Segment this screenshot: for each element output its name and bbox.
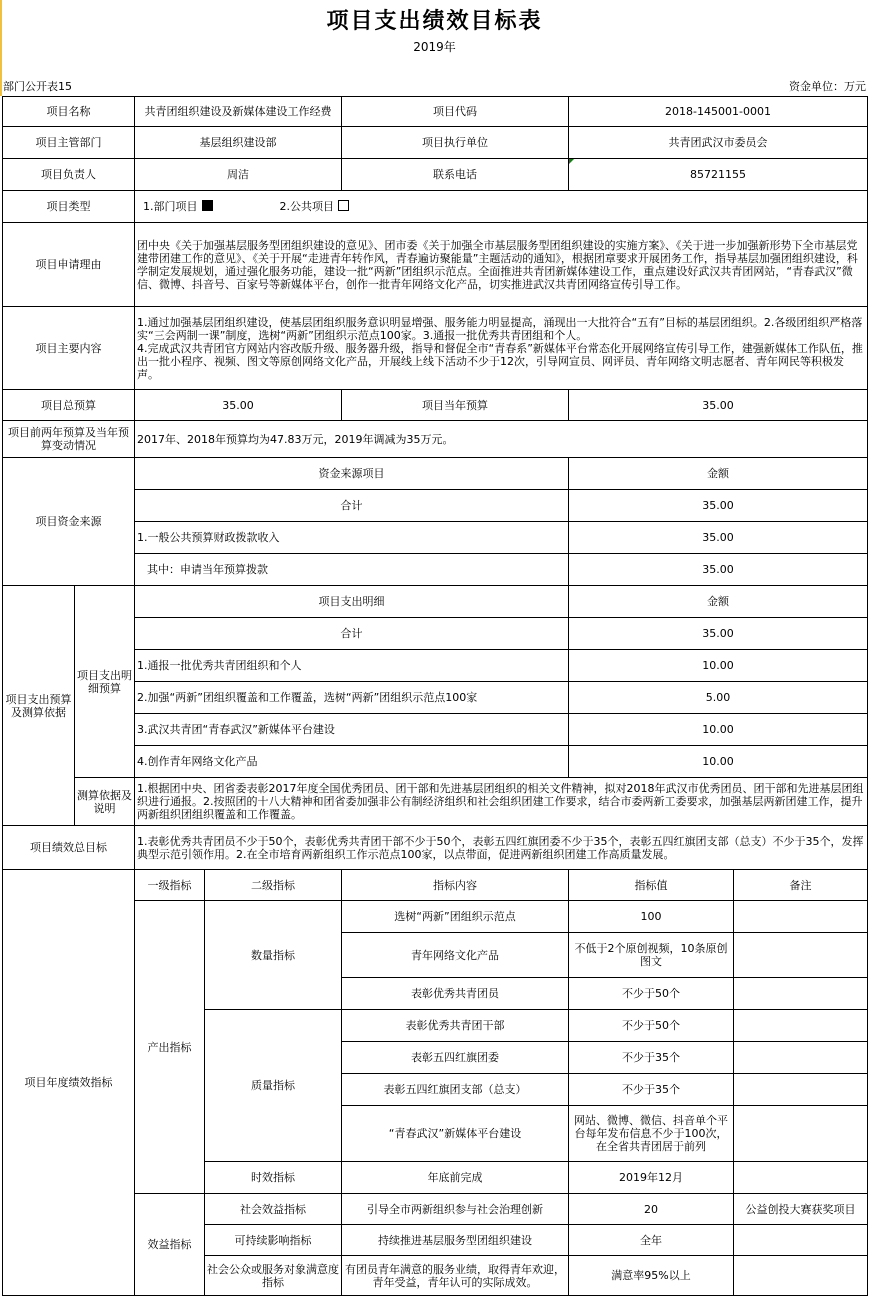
- content-label: 项目主要内容: [3, 307, 135, 390]
- project-code-value[interactable]: 2018-145001-0001: [569, 97, 868, 127]
- indicator-value[interactable]: 不少于35个: [569, 1042, 734, 1074]
- output-indicator: 产出指标: [135, 901, 205, 1194]
- leader-label: 项目负责人: [3, 159, 135, 191]
- col-level2: 二级指标: [205, 870, 342, 901]
- total-budget-label: 项目总预算: [3, 390, 135, 421]
- indicator-content: 表彰优秀共青团干部: [342, 1010, 569, 1042]
- basis-label: 测算依据及说明: [75, 778, 135, 826]
- expense-item-name: 合计: [135, 618, 569, 650]
- expense-item-name: 2.加强“两新”团组织覆盖和工作覆盖，选树“两新”团组织示范点100家: [135, 682, 569, 714]
- col-value: 指标值: [569, 870, 734, 901]
- comment-marker: [569, 159, 574, 164]
- indicator-note[interactable]: [734, 978, 868, 1010]
- funding-col-amount: 金额: [569, 458, 868, 490]
- col-level1: 一级指标: [135, 870, 205, 901]
- phone-text: 85721155: [690, 168, 746, 181]
- indicator-content: 有团员青年满意的服务业绩，取得青年欢迎，青年受益，青年认可的实际成效。: [342, 1256, 569, 1296]
- funding-item-amount[interactable]: 35.00: [569, 554, 868, 586]
- expense-col-amount: 金额: [569, 586, 868, 618]
- indicator-value[interactable]: 不少于50个: [569, 978, 734, 1010]
- indicator-content: 引导全市两新组织参与社会治理创新: [342, 1194, 569, 1225]
- expense-label: 项目支出预算及测算依据: [3, 586, 75, 826]
- indicator-content: 年底前完成: [342, 1162, 569, 1194]
- indicator-value[interactable]: 不低于2个原创视频，10条原创图文: [569, 933, 734, 978]
- goal-value[interactable]: 1.表彰优秀共青团员不少于50个，表彰优秀共青团干部不少于50个，表彰五四红旗团委不少于35个，表彰五四红旗团支部（总支）不少于35个，发挥典型示范引领作用。2.在全市培育两新组织工作示范点100家，以点带面，促进两新组织团建工作高质量发展。: [135, 826, 868, 870]
- row-budget: [3, 390, 868, 421]
- indicator-content: 选树“两新”团组织示范点: [342, 901, 569, 933]
- row-budget-change: [3, 421, 868, 458]
- indicators-label: 项目年度绩效指标: [3, 870, 135, 1296]
- row-reason: [3, 223, 868, 307]
- exec-unit-value[interactable]: 共青团武汉市委员会: [569, 127, 868, 159]
- indicator-note[interactable]: [734, 1042, 868, 1074]
- indicator-value[interactable]: 100: [569, 901, 734, 933]
- funding-item-name: 其中：申请当年预算拨款: [135, 554, 569, 586]
- funding-item-name: 1.一般公共预算财政拨款收入: [135, 522, 569, 554]
- form-number: 部门公开表15: [3, 80, 72, 93]
- col-note: 备注: [734, 870, 868, 901]
- expense-item-name: 4.创作青年网络文化产品: [135, 746, 569, 778]
- indicator-content: 表彰优秀共青团员: [342, 978, 569, 1010]
- indicator-note[interactable]: [734, 1074, 868, 1106]
- funding-item-name: 合计: [135, 490, 569, 522]
- indicator-note[interactable]: [734, 1010, 868, 1042]
- dept-label: 项目主管部门: [3, 127, 135, 159]
- indicator-note[interactable]: [734, 1225, 868, 1256]
- social-indicator: 社会效益指标: [205, 1194, 342, 1225]
- project-name-label: 项目名称: [3, 97, 135, 127]
- indicator-header-row: [3, 870, 868, 901]
- expense-item-name: 3.武汉共青团“青春武汉”新媒体平台建设: [135, 714, 569, 746]
- quality-indicator: 质量指标: [205, 1010, 342, 1162]
- funding-header-row: [3, 458, 868, 490]
- dept-value[interactable]: 基层组织建设部: [135, 127, 342, 159]
- checked-checkbox-icon[interactable]: [202, 200, 213, 211]
- expense-item-amount[interactable]: 10.00: [569, 746, 868, 778]
- quantity-indicator: 数量指标: [205, 901, 342, 1010]
- phone-label: 联系电话: [342, 159, 569, 191]
- performance-target-table: [2, 96, 868, 1296]
- row-content: [3, 307, 868, 390]
- indicator-note[interactable]: [734, 1106, 868, 1162]
- project-code-label: 项目代码: [342, 97, 569, 127]
- expense-header-row: [3, 586, 868, 618]
- indicator-value[interactable]: 不少于35个: [569, 1074, 734, 1106]
- indicator-content: 表彰五四红旗团委: [342, 1042, 569, 1074]
- reason-label: 项目申请理由: [3, 223, 135, 307]
- row-dept: [3, 127, 868, 159]
- funding-col-source: 资金来源项目: [135, 458, 569, 490]
- indicator-content: “青春武汉”新媒体平台建设: [342, 1106, 569, 1162]
- unchecked-checkbox-icon[interactable]: [338, 200, 349, 211]
- indicator-note[interactable]: [734, 1162, 868, 1194]
- indicator-value[interactable]: 不少于50个: [569, 1010, 734, 1042]
- basis-value[interactable]: 1.根据团中央、团省委表彰2017年度全国优秀团员、团干部和先进基层团组织的相关文件精神，拟对2018年武汉市优秀团员、团干部和先进基层团组织进行通报。2.按照团的十八大精神和团省委加强非公有制经济组织和社会组织团建工作要求，结合市委两新工委要求，加强基层两新团建工作，提升两新组织团组织覆盖和工作覆盖。: [135, 778, 868, 826]
- expense-item-name: 1.通报一批优秀共青团组织和个人: [135, 650, 569, 682]
- phone-value[interactable]: [569, 159, 868, 191]
- indicator-content: 青年网络文化产品: [342, 933, 569, 978]
- indicator-value[interactable]: 满意率95%以上: [569, 1256, 734, 1296]
- expense-item-amount[interactable]: 5.00: [569, 682, 868, 714]
- project-name-value[interactable]: 共青团组织建设及新媒体建设工作经费: [135, 97, 342, 127]
- expense-basis-row: [3, 778, 868, 826]
- expense-item-amount[interactable]: 35.00: [569, 618, 868, 650]
- indicator-note[interactable]: 公益创投大赛获奖项目: [734, 1194, 868, 1225]
- funding-item-amount[interactable]: 35.00: [569, 522, 868, 554]
- type-label: 项目类型: [3, 191, 135, 223]
- budget-change-label: 项目前两年预算及当年预算变动情况: [3, 421, 135, 458]
- timeliness-indicator: 时效指标: [205, 1162, 342, 1194]
- page-title: 项目支出绩效目标表: [326, 9, 543, 34]
- indicator-value[interactable]: 网站、微博、微信、抖音单个平台每年发布信息不少于100次，在全省共青团居于前列: [569, 1106, 734, 1162]
- indicator-note[interactable]: [734, 1256, 868, 1296]
- content-value[interactable]: 1.通过加强基层团组织建设，使基层团组织服务意识明显增强、服务能力明显提高，涌现出一大批符合“五有”目标的基层团组织。2.各级团组织严格落实“三会两制一课”制度，选树“两新”团组织示范点100家。3.通报一批优秀共青团组和个人。 4.完成武汉共青团官方网站内容改版升级、服务器升级，指导和督促全市“青春系”新媒体平台常态化开展网络宣传引导工作，建强新媒体工作队伍，推出一批小程序、视频、图文等原创网络文化产品，开展线上线下活动不少于12次，引导网宣员、网评员、青年网络文明志愿者、青年网民等积极发声。: [135, 307, 868, 390]
- benefit-indicator: 效益指标: [135, 1194, 205, 1296]
- col-content: 指标内容: [342, 870, 569, 901]
- year-budget-label: 项目当年预算: [342, 390, 569, 421]
- funding-item-amount[interactable]: 35.00: [569, 490, 868, 522]
- type-option-public-label: 2.公共项目: [279, 200, 334, 213]
- goal-row: [3, 826, 868, 870]
- expense-detail-label: 项目支出明细预算: [75, 586, 135, 778]
- satisfaction-indicator: 社会公众或服务对象满意度指标: [205, 1256, 342, 1296]
- reason-value[interactable]: 团中央《关于加强基层服务型团组织建设的意见》、团市委《关于加强全市基层服务型团组织建设的实施方案》、《关于进一步加强新形势下全市基层党建带团建工作的意见》、《关于开展“走进青年转作风，青春遍访聚能量”主题活动的通知》，根据团章要求开展团务工作，指导基层加强团组织建设，科学制定发展规划，通过强化服务功能，建设一批“两新”团组织示范点。全面推进共青团新媒体建设工作，重点建设好武汉共青团网站，“青春武汉”微信、微博、抖音号、百家号等新媒体平台，创作一批青年网络文化产品，切实推进武汉共青团网络宣传引导工作。: [135, 223, 868, 307]
- row-leader: [3, 159, 868, 191]
- page-year: 2019年: [413, 40, 456, 54]
- row-project-name: [3, 97, 868, 127]
- expense-col-item: 项目支出明细: [135, 586, 569, 618]
- sustain-indicator: 可持续影响指标: [205, 1225, 342, 1256]
- type-options: [135, 191, 868, 223]
- row-type: [3, 191, 868, 223]
- indicator-value[interactable]: 20: [569, 1194, 734, 1225]
- total-budget-value[interactable]: 35.00: [135, 390, 342, 421]
- goal-label: 项目绩效总目标: [3, 826, 135, 870]
- indicator-note[interactable]: [734, 901, 868, 933]
- expense-item-amount[interactable]: 10.00: [569, 714, 868, 746]
- indicator-note[interactable]: [734, 933, 868, 978]
- type-option-dept-label: 1.部门项目: [143, 200, 198, 213]
- indicator-value[interactable]: 全年: [569, 1225, 734, 1256]
- currency-unit: 资金单位：万元: [789, 80, 866, 93]
- year-budget-value[interactable]: 35.00: [569, 390, 868, 421]
- indicator-value[interactable]: 2019年12月: [569, 1162, 734, 1194]
- indicator-content: 持续推进基层服务型团组织建设: [342, 1225, 569, 1256]
- leader-value[interactable]: 周洁: [135, 159, 342, 191]
- exec-unit-label: 项目执行单位: [342, 127, 569, 159]
- expense-item-amount[interactable]: 10.00: [569, 650, 868, 682]
- indicator-content: 表彰五四红旗团支部（总支）: [342, 1074, 569, 1106]
- funding-label: 项目资金来源: [3, 458, 135, 586]
- budget-change-value[interactable]: 2017年、2018年预算均为47.83万元，2019年调减为35万元。: [135, 421, 868, 458]
